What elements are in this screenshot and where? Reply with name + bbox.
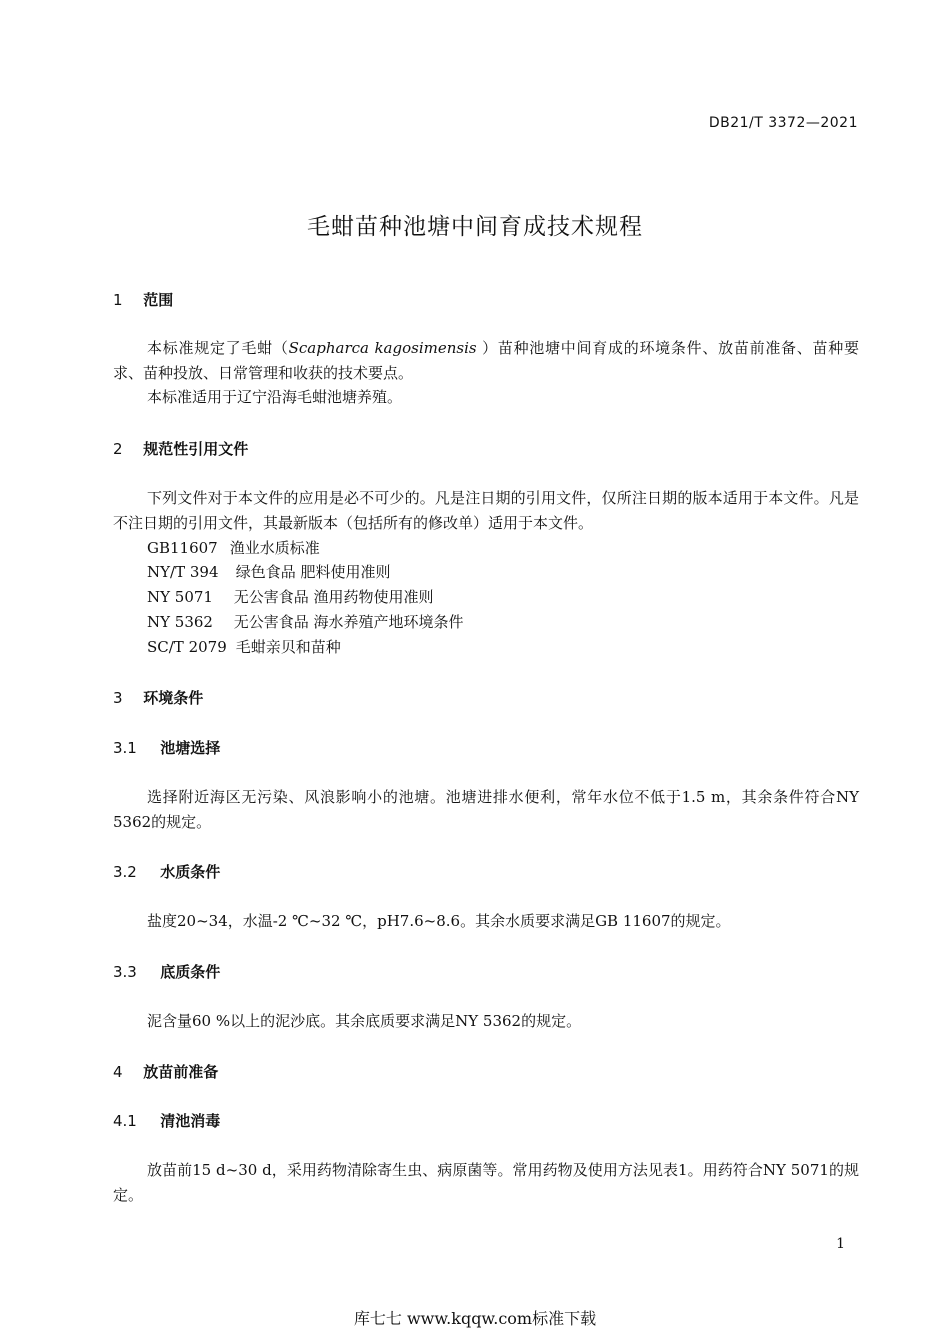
section-title: 放苗前准备	[143, 1063, 219, 1081]
reference-name: 无公害食品 海水养殖产地环境条件	[233, 613, 464, 631]
reference-item	[147, 611, 464, 632]
paragraph-text: ）苗种池塘中间育成的环境条件、放苗前准备、苗种要求、苗种投放、日常管理和收获的技术要点。	[113, 339, 859, 382]
section-title: 池塘选择	[160, 739, 221, 757]
paragraph-text: 本标准规定了毛蚶（	[147, 339, 289, 357]
section-number: 3	[113, 689, 123, 707]
reference-code: SC/T 2079	[147, 638, 227, 656]
section-title: 范围	[143, 291, 174, 309]
section-2-heading	[113, 438, 248, 459]
section-3-2-paragraph: 盐度20~34，水温-2 ℃~32 ℃，pH7.6~8.6。其余水质要求满足GB 11607的规定。	[147, 912, 731, 930]
section-1-heading	[113, 289, 173, 310]
section-3-heading	[113, 687, 203, 708]
section-number: 2	[113, 440, 123, 458]
section-4-1-heading	[113, 1110, 220, 1131]
reference-code: NY 5362	[147, 613, 213, 631]
reference-code: NY 5071	[147, 588, 213, 606]
document-code: DB21/T 3372—2021	[708, 115, 858, 131]
section-number: 3.2	[113, 863, 137, 881]
reference-name: 毛蚶亲贝和苗种	[235, 638, 341, 656]
reference-item	[147, 561, 391, 582]
reference-code: NY/T 394	[147, 563, 219, 581]
section-3-3-paragraph: 泥含量60 %以上的泥沙底。其余底质要求满足NY 5362的规定。	[147, 1012, 582, 1030]
page-number: 1	[836, 1236, 845, 1252]
reference-name: 无公害食品 渔用药物使用准则	[233, 588, 434, 606]
section-4-1-paragraph: 放苗前15 d~30 d，采用药物清除寄生虫、病原菌等。常用药物及使用方法见表1。用药符合NY 5071的规定。	[113, 1161, 859, 1204]
latin-species-name: Scapharca kagosimensis	[288, 339, 477, 357]
section-title: 底质条件	[160, 963, 221, 981]
section-3-1-paragraph: 选择附近海区无污染、风浪影响小的池塘。池塘进排水便利，常年水位不低于1.5 m，其余条件符合NY 5362的规定。	[113, 788, 859, 831]
reference-name: 渔业水质标准	[229, 539, 320, 557]
section-number: 3.3	[113, 963, 137, 981]
section-3-2-heading	[113, 861, 220, 882]
reference-item	[147, 636, 341, 657]
section-2-paragraph-1: 下列文件对于本文件的应用是必不可少的。凡是注日期的引用文件，仅所注日期的版本适用于本文件。凡是不注日期的引用文件，其最新版本（包括所有的修改单）适用于本文件。	[113, 489, 859, 532]
section-title: 环境条件	[143, 689, 204, 707]
section-number: 4	[113, 1063, 123, 1081]
section-1-paragraph-1	[113, 336, 859, 385]
reference-item	[147, 586, 434, 607]
reference-code: GB11607	[147, 539, 218, 557]
section-4-heading	[113, 1061, 218, 1082]
section-title: 规范性引用文件	[143, 440, 249, 458]
section-number: 3.1	[113, 739, 137, 757]
section-number: 1	[113, 291, 123, 309]
section-number: 4.1	[113, 1112, 137, 1130]
reference-item	[147, 537, 320, 558]
section-title: 清池消毒	[160, 1112, 221, 1130]
section-3-1-heading	[113, 737, 220, 758]
section-1-paragraph-2: 本标准适用于辽宁沿海毛蚶池塘养殖。	[147, 388, 403, 406]
section-title: 水质条件	[160, 863, 221, 881]
reference-name: 绿色食品 肥料使用准则	[235, 563, 391, 581]
watermark-text: 库七七 www.kqqw.com标准下载	[353, 1309, 597, 1328]
section-3-3-heading	[113, 961, 220, 982]
document-title: 毛蚶苗种池塘中间育成技术规程	[307, 214, 643, 240]
